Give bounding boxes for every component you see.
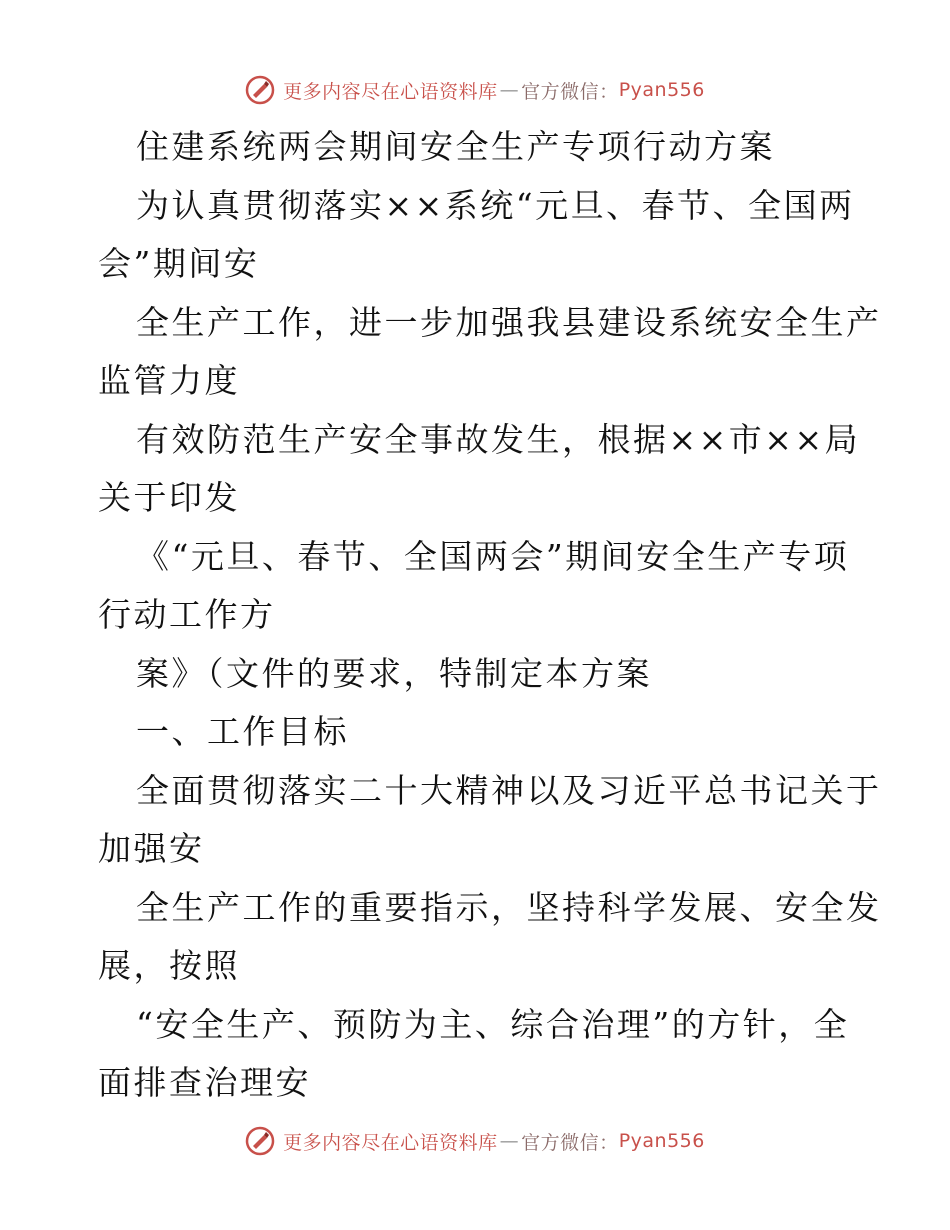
document-line: 会”期间安 xyxy=(98,244,260,283)
watermark-id: Pyan556 xyxy=(618,79,705,101)
document-line: 有效防范生产安全事故发生，根据××市××局 xyxy=(136,419,861,459)
document-line: 展，按照 xyxy=(98,946,240,985)
document-line: 全面贯彻落实二十大精神以及习近平总书记关于 xyxy=(136,770,882,810)
watermark-text: 更多内容尽在心语资料库 xyxy=(283,1131,498,1154)
header-watermark xyxy=(0,70,950,110)
document-body xyxy=(98,118,882,1113)
watermark-label: 官方微信： xyxy=(521,80,619,103)
watermark-id: Pyan556 xyxy=(618,1130,705,1152)
document-line: 监管力度 xyxy=(98,361,240,400)
watermark-text: 更多内容尽在心语资料库 xyxy=(283,80,498,103)
document-line: 《“元旦、春节、全国两会”期间安全生产专项 xyxy=(136,536,850,576)
footer-watermark xyxy=(0,1121,950,1161)
document-line: 全生产工作，进一步加强我县建设系统安全生产 xyxy=(136,302,882,342)
watermark-separator: — xyxy=(499,79,520,101)
logo-icon xyxy=(245,75,275,105)
document-line: 一、工作目标 xyxy=(136,712,349,751)
document-line: 全生产工作的重要指示，坚持科学发展、安全发 xyxy=(136,887,882,927)
watermark-label: 官方微信： xyxy=(521,1131,619,1154)
document-line: 案》（文件的要求，特制定本方案 xyxy=(136,653,652,693)
document-line: 加强安 xyxy=(98,829,205,868)
document-line: 行动工作方 xyxy=(98,595,276,634)
watermark-separator: — xyxy=(499,1130,520,1152)
document-line: 关于印发 xyxy=(98,478,240,517)
document-line: 住建系统两会期间安全生产专项行动方案 xyxy=(136,127,775,166)
logo-icon xyxy=(245,1126,275,1156)
document-line: 面排查治理安 xyxy=(98,1063,311,1102)
document-line: “安全生产、预防为主、综合治理”的方针，全 xyxy=(136,1004,850,1044)
document-line: 为认真贯彻落实××系统“元旦、春节、全国两 xyxy=(136,185,855,225)
